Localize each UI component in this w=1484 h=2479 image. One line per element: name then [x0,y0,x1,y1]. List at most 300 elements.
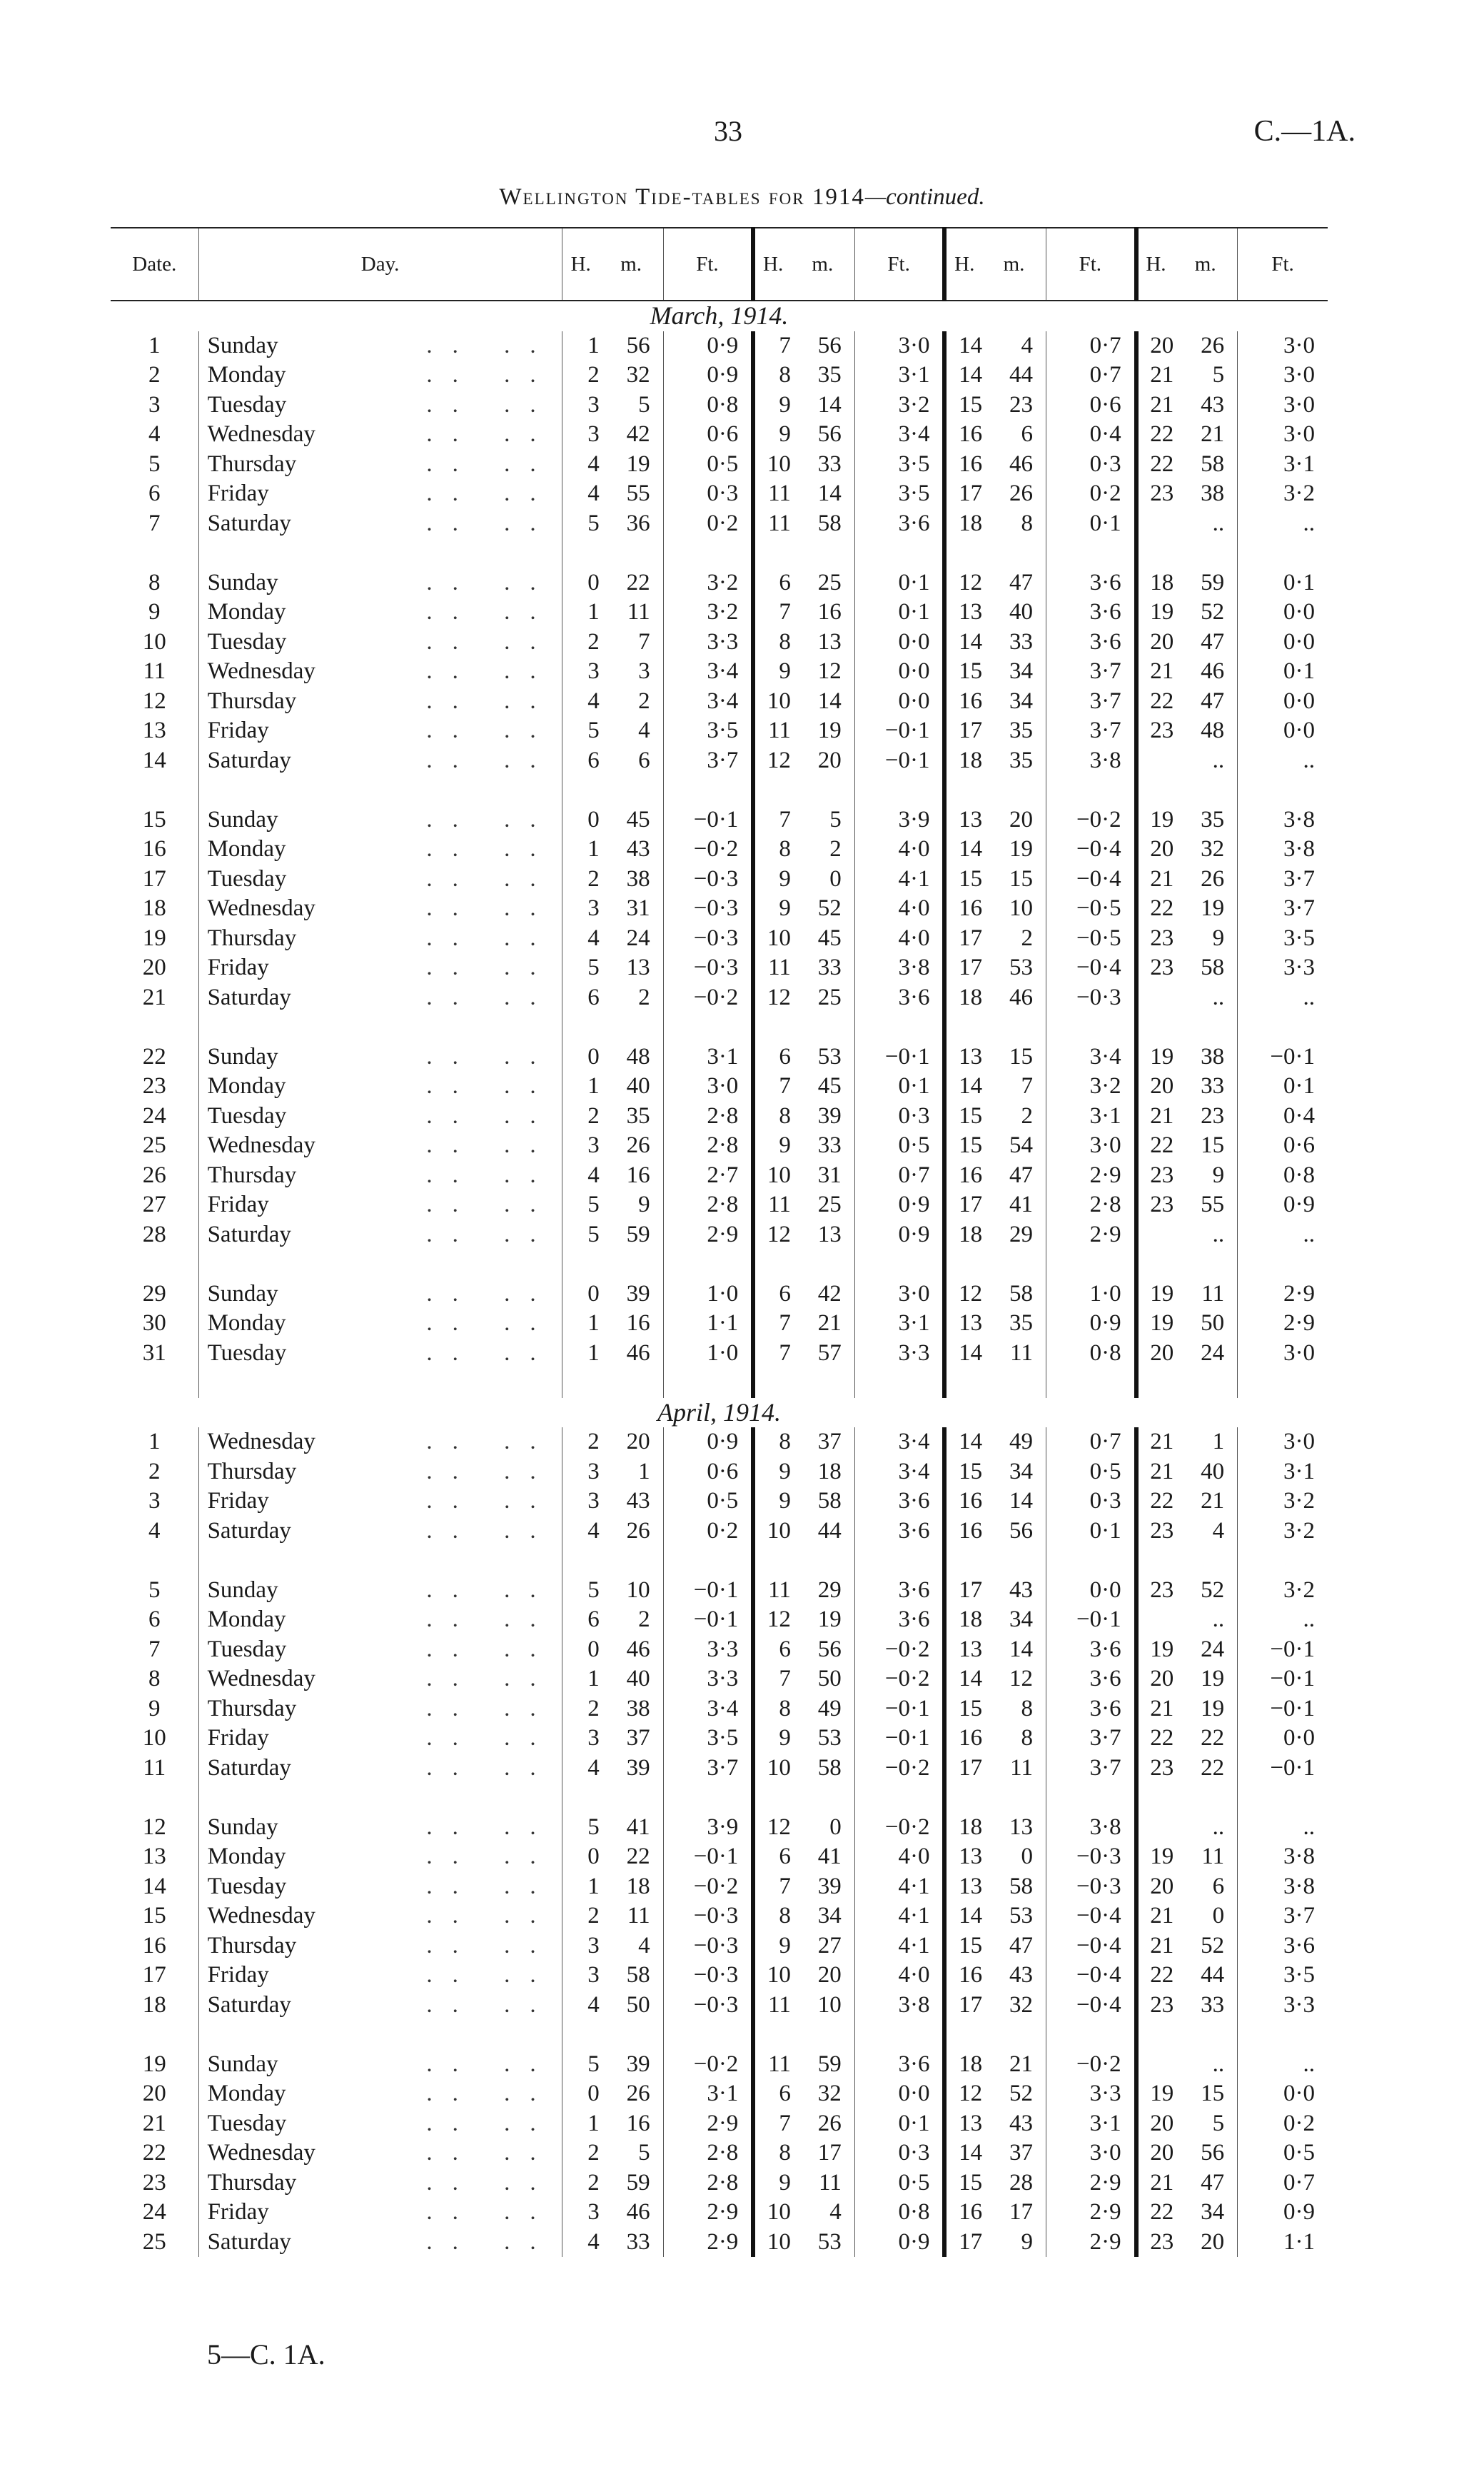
day-name: Sunday [207,1280,278,1307]
feet-cell: −0·2 [663,1872,753,1902]
hours-cell: 20 [1136,331,1174,361]
spacer-cell [663,2020,753,2050]
hours-cell: 11 [753,1991,791,2021]
hours-cell: 21 [1136,1102,1174,1132]
hours-cell: 6 [753,568,791,598]
hours-cell: 10 [753,924,791,954]
hours-cell: 19 [1136,1279,1174,1309]
hours-cell: 3 [587,2199,600,2225]
hours-cell: 17 [944,953,982,983]
hours-cell: 6 [753,1279,791,1309]
feet-cell: 0·0 [1238,598,1328,628]
table-row [111,1635,1328,1665]
feet-cell: −0·3 [663,865,753,895]
header-hours: H. [944,228,982,301]
spacer-cell [1173,1546,1237,1576]
spacer-cell [600,775,663,805]
feet-cell: 0·0 [1046,1576,1136,1606]
feet-cell: 0·4 [1238,1102,1328,1132]
day-cell [198,1901,562,1931]
feet-cell: 4·0 [854,835,944,865]
minutes-cell: 19 [1009,836,1033,862]
feet-cell: 0·5 [854,1131,944,1161]
feet-cell: 3·1 [1046,1102,1136,1132]
spacer-cell [982,1012,1046,1042]
date-cell: 4 [111,420,198,450]
hours-cell: 16 [944,1161,982,1191]
spacer-cell [982,2020,1046,2050]
table-row [111,1427,1328,1457]
minutes-cell: 17 [1009,2199,1033,2225]
header-feet: Ft. [1238,228,1328,301]
feet-cell: −0·2 [854,1754,944,1784]
feet-cell: 0·9 [854,1220,944,1250]
hours-cell: 20 [1136,2109,1174,2139]
minutes-cell: 54 [1009,1132,1033,1158]
hours-cell: 5 [587,510,600,536]
spacer-cell [1238,1546,1328,1576]
hours-cell: 14 [944,1664,982,1694]
spacer-cell [1046,2020,1136,2050]
table-row [111,1517,1328,1547]
table-row [111,628,1328,658]
hours-cell: 12 [753,1813,791,1843]
feet-cell: 0·9 [663,1427,753,1457]
minutes-cell: 22 [626,1844,650,1869]
minutes-cell: 7 [1021,1073,1033,1099]
feet-cell: 3·5 [663,716,753,746]
leader-dots: .. .. [426,391,556,418]
feet-cell: −0·4 [1046,865,1136,895]
minutes-cell: 56 [817,421,842,447]
leader-dots: .. .. [426,1577,556,1603]
feet-cell: 2·8 [663,2168,753,2198]
feet-cell: 4·0 [854,1961,944,1991]
day-cell [198,2198,562,2228]
minutes-cell: 5 [829,806,842,833]
hours-cell: 19 [1136,2079,1174,2109]
table-row [111,331,1328,361]
hours-cell: 21 [1136,865,1174,895]
feet-cell: 0·0 [1238,628,1328,658]
leader-dots: .. .. [426,658,556,684]
feet-cell: −0·4 [1046,953,1136,983]
day-name: Wednesday [207,1132,316,1158]
hours-cell: 16 [944,2198,982,2228]
hours-cell: 3 [587,658,600,684]
header-feet: Ft. [854,228,944,301]
feet-cell: 3·2 [663,598,753,628]
minutes-cell: 37 [1009,2140,1033,2166]
hours-cell: 9 [753,2168,791,2198]
minutes-cell: 20 [1201,2228,1225,2255]
hours-cell: 0 [587,1043,600,1070]
feet-cell: 0·0 [854,687,944,717]
day-name: Saturday [207,1754,291,1781]
leader-dots: .. .. [426,1814,556,1840]
spacer-cell [111,1368,198,1398]
spacer-cell [791,538,854,568]
minutes-cell: 35 [626,1102,650,1129]
feet-cell: 3·7 [1238,1901,1328,1931]
minutes-cell: 39 [626,1754,650,1781]
hours-cell: 23 [1136,1754,1174,1784]
feet-cell: −0·3 [663,1991,753,2021]
day-name: Saturday [207,1517,291,1544]
table-row [111,1664,1328,1694]
table-row [111,1961,1328,1991]
minutes-cell: 44 [1009,362,1033,388]
date-cell: 3 [111,1487,198,1517]
date-cell: 21 [111,983,198,1013]
spacer-cell [198,1368,562,1398]
header-minutes: m. [812,252,834,276]
hours-cell: 8 [753,2138,791,2168]
table-row [111,2109,1328,2139]
minutes-cell: 5 [638,2140,650,2166]
hours-cell: 9 [753,1131,791,1161]
hours-cell: 20 [1136,1664,1174,1694]
spacer-cell [944,2020,982,2050]
table-row [111,865,1328,895]
minutes-cell: 11 [1201,1844,1225,1869]
table-row [111,1131,1328,1161]
feet-cell: 3·2 [1238,1517,1328,1547]
minutes-cell: 1 [1212,1429,1225,1454]
feet-cell: −0·2 [663,2050,753,2080]
minutes-cell: 56 [817,332,842,358]
minutes-cell: 35 [1009,747,1033,773]
minutes-cell: .. [1212,510,1225,536]
spacer-cell [111,1012,198,1042]
minutes-cell: 52 [1201,1577,1225,1603]
day-cell [198,716,562,746]
hours-cell: 15 [944,1694,982,1724]
minutes-cell: 6 [1021,421,1033,447]
leader-dots: .. .. [426,481,556,506]
minutes-cell: 36 [626,510,650,536]
minutes-cell: 34 [1009,1458,1033,1484]
hours-cell: 19 [1136,598,1174,628]
feet-cell: 3·4 [663,687,753,717]
hours-cell: 13 [944,1842,982,1872]
leader-dots: .. .. [426,1873,556,1899]
hours-cell: 4 [587,1991,600,2018]
date-cell: 24 [111,1102,198,1132]
hours-cell: 10 [753,687,791,717]
minutes-cell: 9 [1021,2228,1033,2255]
spacer-cell [791,775,854,805]
minutes-cell: 22 [1201,1754,1225,1781]
spacer-cell [1136,2020,1174,2050]
table-row [111,1042,1328,1072]
date-cell: 2 [111,361,198,391]
spacer-cell [1238,2020,1328,2050]
hours-cell: 0 [587,2081,600,2106]
feet-cell: 0·6 [1046,391,1136,421]
header-hours: H. [753,228,791,301]
leader-dots: .. .. [426,1043,556,1070]
minutes-cell: 6 [638,747,650,773]
feet-cell: 0·0 [854,628,944,658]
feet-cell: .. [1238,1605,1328,1635]
hours-cell: 13 [944,1042,982,1072]
feet-cell: 0·8 [854,2198,944,2228]
hours-cell: 4 [587,688,600,714]
spacer-cell [600,2020,663,2050]
feet-cell: 2·9 [1046,2168,1136,2198]
minutes-cell: 27 [817,1932,842,1958]
spacer-cell [982,538,1046,568]
minutes-cell: 2 [638,984,650,1010]
minutes-cell: 46 [626,2199,650,2225]
feet-cell: 0·3 [663,479,753,509]
hours-cell: 12 [753,983,791,1013]
feet-cell: −0·1 [854,1042,944,1072]
minutes-cell: 58 [626,1962,650,1988]
minutes-cell: 2 [1021,1102,1033,1129]
leader-dots: .. .. [426,1517,556,1544]
minutes-cell: 0 [1021,1844,1033,1869]
hours-cell: 2 [587,2140,600,2166]
hours-cell: 6 [587,1606,600,1632]
minutes-cell: 5 [638,391,650,418]
table-row [111,1339,1328,1369]
hours-cell: 17 [944,479,982,509]
day-cell [198,894,562,924]
spacer-cell [791,2020,854,2050]
hours-cell: 1 [587,1310,600,1336]
feet-cell: 1·0 [1046,1279,1136,1309]
feet-cell: 2·7 [663,1161,753,1191]
minutes-cell: 26 [626,1132,650,1158]
day-name: Monday [207,362,286,388]
minutes-cell: 35 [1009,718,1033,743]
spacer-cell [1046,1783,1136,1813]
feet-cell: 3·4 [854,1457,944,1487]
hours-cell: 3 [587,1132,600,1158]
minutes-cell: 33 [817,1132,842,1158]
hours-cell: 23 [1136,1991,1174,2021]
day-cell [198,1724,562,1754]
feet-cell: 0·0 [1238,716,1328,746]
leader-dots: .. .. [426,2140,556,2166]
minutes-cell: 17 [817,2140,842,2166]
minutes-cell: 33 [817,451,842,477]
date-cell: 26 [111,1161,198,1191]
feet-cell: 3·0 [1046,1131,1136,1161]
date-cell: 14 [111,746,198,776]
hours-cell: 18 [944,983,982,1013]
header-feet: Ft. [1046,228,1136,301]
hours-cell: 7 [753,2109,791,2139]
date-cell: 9 [111,1694,198,1724]
hours-cell: 21 [1136,2168,1174,2198]
day-cell [198,1161,562,1191]
minutes-cell: 58 [1009,1873,1033,1899]
day-name: Friday [207,1962,269,1988]
feet-cell: 0·1 [854,1072,944,1102]
table-row [111,924,1328,954]
minutes-cell: 22 [1201,1725,1225,1751]
day-name: Wednesday [207,421,316,447]
feet-cell: 3·8 [1046,746,1136,776]
date-cell: 10 [111,628,198,658]
minutes-cell: 48 [1201,718,1225,743]
feet-cell: −0·1 [1238,1664,1328,1694]
spacer-cell [1238,538,1328,568]
day-name: Tuesday [207,628,287,655]
spacer-cell [753,775,791,805]
day-cell [198,924,562,954]
minutes-cell: 52 [1009,2081,1033,2106]
minutes-cell: 33 [817,955,842,980]
feet-cell: −0·2 [1046,805,1136,835]
hours-cell: 11 [753,1190,791,1220]
minutes-cell: 19 [817,718,842,743]
day-cell [198,1635,562,1665]
feet-cell: 2·8 [663,2138,753,2168]
minutes-cell: 59 [817,2051,842,2077]
feet-cell: −0·2 [854,1813,944,1843]
spacer-cell [753,1546,791,1576]
feet-cell: .. [1238,2050,1328,2080]
hours-cell: 6 [587,747,600,773]
feet-cell: 3·3 [1238,953,1328,983]
minutes-cell: 49 [1009,1429,1033,1454]
day-name: Friday [207,1192,269,1217]
feet-cell: 1·0 [663,1339,753,1369]
day-cell [198,1842,562,1872]
leader-dots: .. .. [426,510,556,536]
feet-cell: 3·8 [1238,835,1328,865]
hours-cell: 15 [944,865,982,895]
day-name: Sunday [207,569,278,595]
table-row [111,2050,1328,2080]
minutes-cell: 29 [817,1577,842,1603]
hours-cell: 1 [587,599,600,625]
table-row [111,1072,1328,1102]
hours-cell: 22 [1136,420,1174,450]
feet-cell: 1·0 [663,1279,753,1309]
minutes-cell: 52 [1201,599,1225,625]
table-row [111,479,1328,509]
hours-cell: 14 [944,331,982,361]
feet-cell: 3·5 [1238,924,1328,954]
table-row [111,1724,1328,1754]
spacer-cell [562,2020,600,2050]
hours-cell: 19 [1136,1635,1174,1665]
minutes-cell: 34 [817,1903,842,1929]
day-cell [198,1339,562,1369]
day-cell [198,361,562,391]
minutes-cell: 34 [1009,658,1033,684]
minutes-cell: 41 [626,1814,650,1840]
date-cell: 1 [111,1427,198,1457]
leader-dots: .. .. [426,2169,556,2196]
minutes-cell: 26 [817,2110,842,2136]
day-name: Monday [207,1606,286,1632]
spacer-cell [663,775,753,805]
day-cell [198,1102,562,1132]
minutes-cell: 33 [626,2228,650,2255]
leader-dots: .. .. [426,362,556,388]
feet-cell: 3·3 [663,628,753,658]
minutes-cell: 0 [829,865,842,892]
date-cell: 17 [111,1961,198,1991]
hours-cell: 1 [587,1339,600,1366]
day-cell [198,1605,562,1635]
minutes-cell: 10 [817,1991,842,2018]
hours-cell: 23 [1136,479,1174,509]
hours-cell: 22 [1136,2198,1174,2228]
spacer-cell [562,538,600,568]
spacer-cell [1136,1368,1174,1398]
leader-dots: .. .. [426,1903,556,1929]
hours-cell: 21 [1136,657,1174,687]
minutes-cell: 21 [1201,421,1225,447]
minutes-cell: .. [1212,1221,1225,1247]
feet-cell: 3·7 [1046,1724,1136,1754]
minutes-cell: .. [1212,747,1225,773]
hours-cell: 22 [1136,1961,1174,1991]
hours-cell: 2 [587,1903,600,1929]
hours-cell: 6 [753,1842,791,1872]
day-cell [198,805,562,835]
feet-cell: 0·1 [854,2109,944,2139]
hours-cell: 0 [587,1280,600,1307]
day-name: Tuesday [207,1339,287,1366]
date-cell: 17 [111,865,198,895]
hours-cell: 20 [1136,835,1174,865]
feet-cell: 0·8 [663,391,753,421]
date-cell: 29 [111,1279,198,1309]
feet-cell: −0·4 [1046,1991,1136,2021]
minutes-cell: 43 [1009,1577,1033,1603]
feet-cell: .. [1238,1813,1328,1843]
minutes-cell: 44 [817,1517,842,1544]
minutes-cell: 14 [1009,1488,1033,1514]
feet-cell: 3·8 [1238,805,1328,835]
day-name: Thursday [207,925,297,951]
feet-cell: 3·8 [1046,1813,1136,1843]
leader-dots: .. .. [426,1162,556,1188]
date-cell: 6 [111,479,198,509]
hours-cell: 2 [587,1102,600,1129]
day-cell [198,1991,562,2021]
hours-cell: 1 [587,2110,600,2136]
spacer-cell [854,2020,944,2050]
date-cell: 24 [111,2198,198,2228]
spacer-cell [1173,1012,1237,1042]
day-name: Tuesday [207,1102,287,1129]
spacer-cell [944,1546,982,1576]
spacer-cell [562,1368,600,1398]
feet-cell: 3·7 [1046,1754,1136,1784]
hours-cell: 5 [587,1221,600,1247]
date-cell: 4 [111,1517,198,1547]
hours-cell: 14 [944,361,982,391]
feet-cell: 3·3 [1046,2079,1136,2109]
minutes-cell: 53 [817,1725,842,1751]
hours-cell: 23 [1136,716,1174,746]
minutes-cell: 59 [626,2169,650,2196]
spacer-cell [663,1368,753,1398]
table-row [111,1991,1328,2021]
feet-cell: 3·6 [854,1517,944,1547]
feet-cell: 3·7 [663,746,753,776]
minutes-cell: 41 [817,1844,842,1869]
